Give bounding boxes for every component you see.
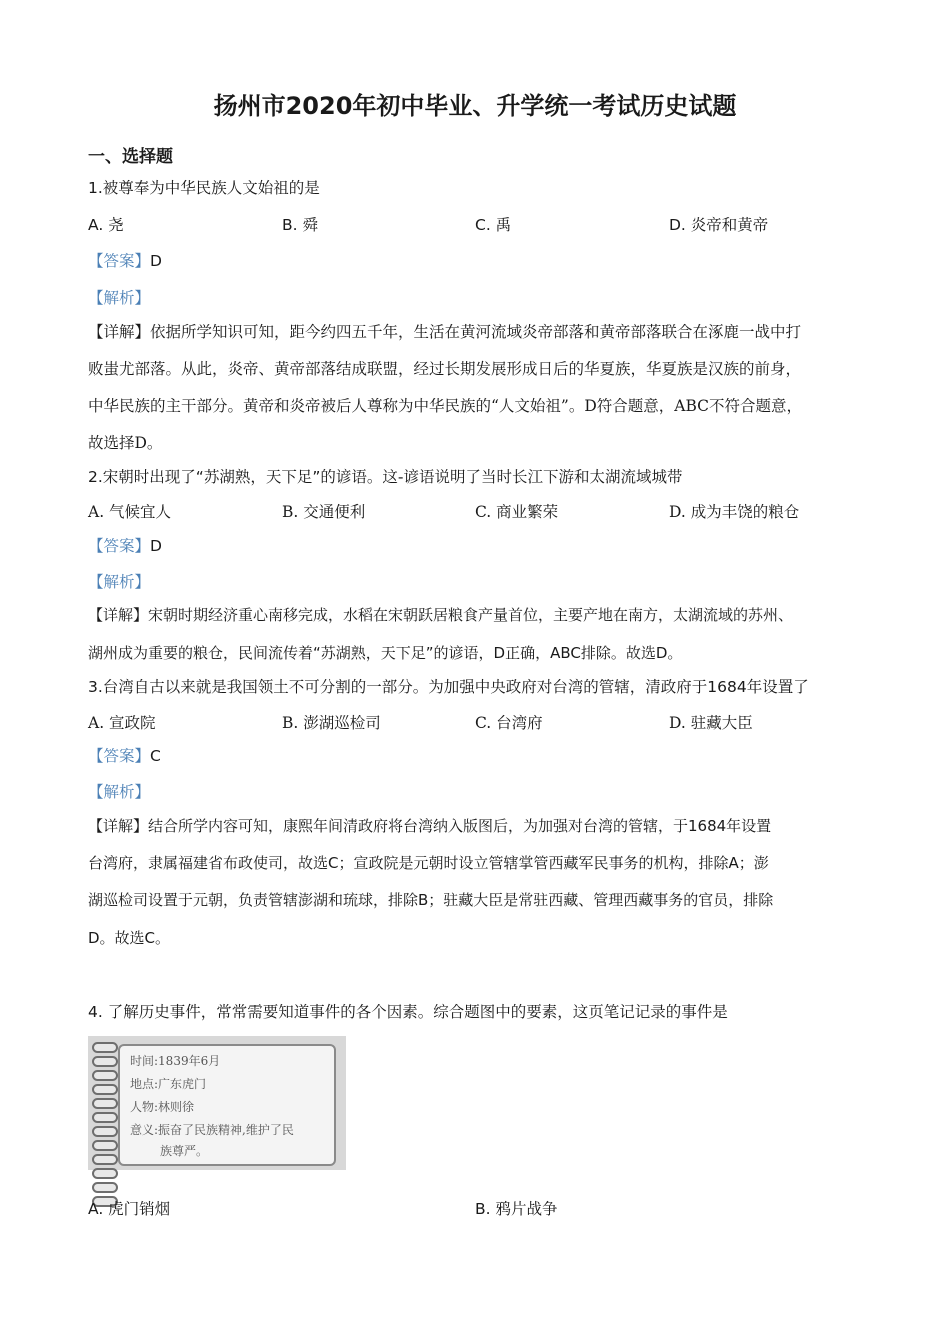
q3-detail-line: D。故选C。 xyxy=(88,929,171,947)
notebook-line-place: 地点:广东虎门 xyxy=(130,1077,207,1091)
q1-option-a: A. 尧 xyxy=(88,216,124,234)
q2-analysis-tag: 【解析】 xyxy=(88,573,151,591)
q3-stem: 3.台湾自古以来就是我国领土不可分割的一部分。为加强中央政府对台湾的管辖，清政府于1684年设置了 xyxy=(88,678,809,696)
q1-answer xyxy=(88,251,162,271)
q1-detail-line: 故选择D。 xyxy=(88,434,163,452)
q2-answer xyxy=(88,536,162,556)
q2-option-c: C. 商业繁荣 xyxy=(475,503,559,521)
notebook-line-meaning: 意义:振奋了民族精神,维护了民 xyxy=(130,1123,294,1137)
notebook-line-time: 时间:1839年6月 xyxy=(130,1054,221,1068)
q1-option-b: B. 舜 xyxy=(282,216,318,234)
q3-detail-line: 【详解】结合所学内容可知，康熙年间清政府将台湾纳入版图后，为加强对台湾的管辖，于1684年设置 xyxy=(88,817,772,835)
notebook-line-person: 人物:林则徐 xyxy=(130,1100,195,1114)
q2-option-b: B. 交通便利 xyxy=(282,503,366,521)
q2-detail-line: 湖州成为重要的粮仓，民间流传着“苏湖熟，天下足”的谚语，D正确，ABC排除。故选D。 xyxy=(88,644,683,662)
q4-stem: 4. 了解历史事件，常常需要知道事件的各个因素。综合题图中的要素，这页笔记记录的事件是 xyxy=(88,1003,728,1021)
q1-detail-line: 【详解】依据所学知识可知，距今约四五千年，生活在黄河流域炎帝部落和黄帝部落联合在涿鹿一战中打 xyxy=(88,323,802,341)
page-title: 扬州市2020年初中毕业、升学统一考试历史试题 xyxy=(213,92,737,120)
q4-option-a: A. 虎门销烟 xyxy=(88,1200,171,1218)
q1-analysis-tag: 【解析】 xyxy=(88,289,151,307)
q3-answer xyxy=(88,746,161,766)
q3-detail-line: 台湾府，隶属福建省布政使司，故选C；宣政院是元朝时设立管辖掌管西藏军民事务的机构，排除A；澎 xyxy=(88,854,769,872)
q2-detail-line: 【详解】宋朝时期经济重心南移完成，水稻在宋朝跃居粮食产量首位，主要产地在南方，太湖流域的苏州、 xyxy=(88,606,794,624)
section-heading: 一、选择题 xyxy=(88,147,173,167)
q3-option-d: D. 驻藏大臣 xyxy=(669,714,753,732)
q4-option-b: B. 鸦片战争 xyxy=(475,1200,558,1218)
q3-analysis-tag: 【解析】 xyxy=(88,783,151,801)
q2-option-a: A. 气候宜人 xyxy=(88,503,172,521)
q3-option-b: B. 澎湖巡检司 xyxy=(282,714,381,732)
notebook-image xyxy=(88,1036,346,1170)
q1-stem: 1.被尊奉为中华民族人文始祖的是 xyxy=(88,179,320,197)
q3-detail-line: 湖巡检司设置于元朝，负责管辖澎湖和琉球，排除B；驻藏大臣是常驻西藏、管理西藏事务的官员，排除 xyxy=(88,891,774,909)
q2-stem: 2.宋朝时出现了“苏湖熟，天下足”的谚语。这-谚语说明了当时长江下游和太湖流域城带 xyxy=(88,468,683,486)
answer-tag: 【答案】 xyxy=(88,747,151,765)
q1-detail-line: 中华民族的主干部分。黄帝和炎帝被后人尊称为中华民族的“人文始祖”。D符合题意，ABC不符合题意， xyxy=(88,397,803,415)
q3-option-a: A. 宣政院 xyxy=(88,714,156,732)
answer-value: C xyxy=(150,747,161,765)
answer-value: D xyxy=(150,252,162,270)
notebook-page xyxy=(118,1044,336,1166)
notebook-line-meaning-cont: 族尊严。 xyxy=(160,1144,209,1158)
q3-option-c: C. 台湾府 xyxy=(475,714,543,732)
answer-tag: 【答案】 xyxy=(88,252,151,270)
q1-detail-line: 败蚩尤部落。从此，炎帝、黄帝部落结成联盟，经过长期发展形成日后的华夏族，华夏族是汉族的前身， xyxy=(88,360,802,378)
q2-option-d: D. 成为丰饶的粮仓 xyxy=(669,503,800,521)
q1-option-c: C. 禹 xyxy=(475,216,512,234)
answer-tag: 【答案】 xyxy=(88,537,151,555)
answer-value: D xyxy=(150,537,162,555)
q1-option-d: D. 炎帝和黄帝 xyxy=(669,216,769,234)
